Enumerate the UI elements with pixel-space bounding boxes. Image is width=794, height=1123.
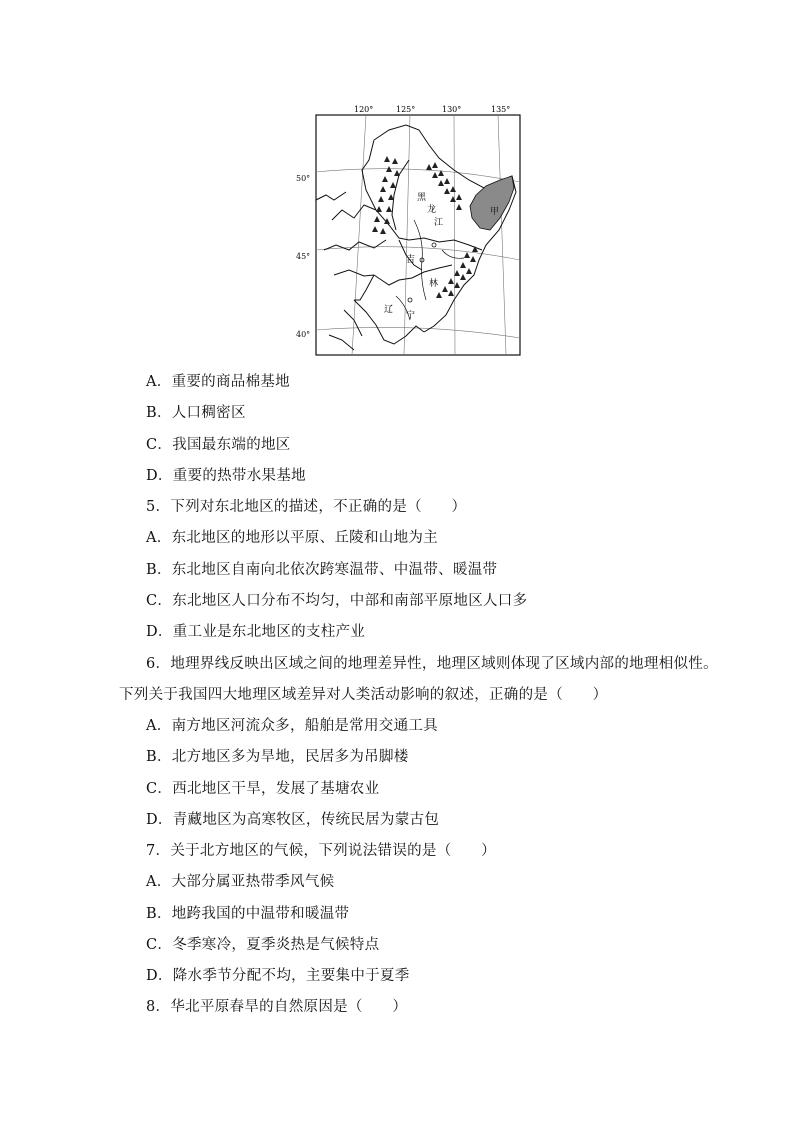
lon-label-130: 130° xyxy=(442,105,462,114)
q5-option-c: C．东北地区人口分布不均匀，中部和南部平原地区人口多 xyxy=(146,593,528,609)
option-a-cotton: A．重要的商品棉基地 xyxy=(146,374,290,390)
q6-option-b: B．北方地区多为旱地，民居多为吊脚楼 xyxy=(146,749,409,765)
question-6-continued: 下列关于我国四大地理区域差异对人类活动影响的叙述，正确的是（ ） xyxy=(119,687,608,703)
option-c-easternmost: C．我国最东端的地区 xyxy=(146,437,291,453)
northeast-china-map xyxy=(296,100,524,358)
q6-option-c: C．西北地区干旱，发展了基塘农业 xyxy=(146,781,380,797)
lon-label-120: 120° xyxy=(354,105,374,114)
q7-option-a: A．大部分属亚热带季风气候 xyxy=(146,874,335,890)
province-char-lin: 林 xyxy=(429,279,439,289)
question-7: 7．关于北方地区的气候，下列说法错误的是（ ） xyxy=(146,843,496,859)
option-b-population: B．人口稠密区 xyxy=(146,405,246,421)
q5-option-a: A．东北地区的地形以平原、丘陵和山地为主 xyxy=(146,530,438,546)
question-5: 5．下列对东北地区的描述，不正确的是（ ） xyxy=(146,499,467,515)
lon-label-135: 135° xyxy=(491,105,511,114)
q7-option-d: D．降水季节分配不均，主要集中于夏季 xyxy=(146,968,410,984)
q5-option-d: D．重工业是东北地区的支柱产业 xyxy=(146,624,366,640)
question-6: 6．地理界线反映出区域之间的地理差异性，地理区域则体现了区域内部的地理相似性。 xyxy=(146,656,718,672)
lat-label-45: 45° xyxy=(296,252,311,261)
province-char-long: 龙 xyxy=(427,205,437,215)
map-figure xyxy=(314,100,524,358)
lat-label-40: 40° xyxy=(296,330,311,339)
q5-option-b: B．东北地区自南向北依次跨寒温带、中温带、暖温带 xyxy=(146,562,498,578)
province-char-jiang: 江 xyxy=(434,218,444,228)
question-8: 8．华北平原春旱的自然原因是（ ） xyxy=(146,999,408,1015)
province-char-hei: 黑 xyxy=(417,193,427,203)
lat-label-50-text: 50° xyxy=(296,174,311,183)
q7-option-b: B．地跨我国的中温带和暖温带 xyxy=(146,906,350,922)
region-label-jia: 甲 xyxy=(490,207,500,217)
q7-option-c: C．冬季寒冷，夏季炎热是气候特点 xyxy=(146,937,380,953)
q6-option-a: A．南方地区河流众多，船舶是常用交通工具 xyxy=(146,718,438,734)
option-d-fruit: D．重要的热带水果基地 xyxy=(146,468,306,484)
province-char-liao: 辽 xyxy=(384,305,394,315)
lon-label-125: 125° xyxy=(396,105,416,114)
province-char-ning: 宁 xyxy=(406,311,416,321)
map-frame xyxy=(316,115,520,355)
q6-option-d: D．青藏地区为高寒牧区，传统民居为蒙古包 xyxy=(146,812,440,828)
province-char-ji: 吉 xyxy=(406,255,416,265)
